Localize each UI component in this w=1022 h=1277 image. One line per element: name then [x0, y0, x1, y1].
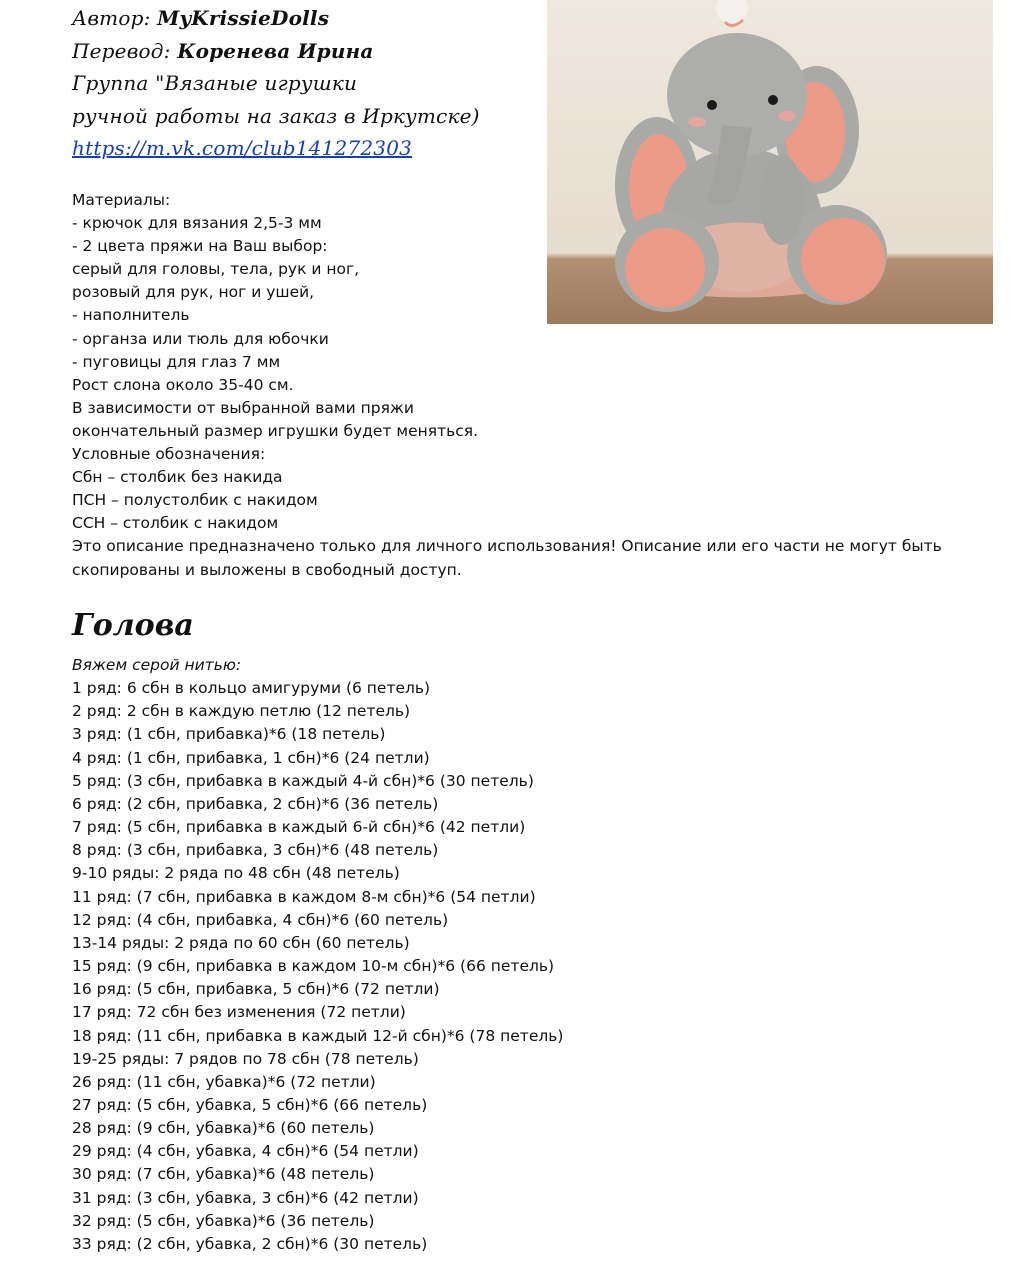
- pattern-row: 19-25 ряды: 7 рядов по 78 сбн (78 петель): [72, 1049, 419, 1068]
- author-label: Автор:: [72, 6, 151, 30]
- left-eye: [707, 100, 717, 110]
- materials-line: серый для головы, тела, рук и ног,: [72, 260, 360, 279]
- pattern-rows: [72, 654, 972, 1256]
- pattern-row: 7 ряд: (5 сбн, прибавка в каждый 6-й сбн)*6 (42 петли): [72, 818, 526, 837]
- translator-name: Коренева Ирина: [177, 38, 374, 63]
- pattern-row: 3 ряд: (1 сбн, прибавка)*6 (18 петель): [72, 725, 386, 744]
- pattern-row: 33 ряд: (2 сбн, убавка, 2 сбн)*6 (30 петель): [72, 1234, 428, 1253]
- vk-group-link[interactable]: https://m.vk.com/club141272303: [72, 136, 413, 160]
- pattern-row: 18 ряд: (11 сбн, прибавка в каждый 12-й сбн)*6 (78 петель): [72, 1026, 564, 1045]
- materials-line: ССН – столбик с накидом: [72, 514, 279, 533]
- pattern-row: 26 ряд: (11 сбн, убавка)*6 (72 петли): [72, 1072, 376, 1091]
- pattern-row: 6 ряд: (2 сбн, прибавка, 2 сбн)*6 (36 петель): [72, 794, 439, 813]
- pattern-row: 2 ряд: 2 сбн в каждую петлю (12 петель): [72, 702, 411, 721]
- author-line: [72, 2, 542, 35]
- section-intro: Вяжем серой нитью:: [72, 656, 242, 674]
- pattern-row: 16 ряд: (5 сбн, прибавка, 5 сбн)*6 (72 петли): [72, 980, 440, 999]
- pattern-row: 17 ряд: 72 сбн без изменения (72 петли): [72, 1003, 406, 1022]
- group-line-1: Группа "Вязаные игрушки: [72, 71, 358, 95]
- pattern-row: 9-10 ряды: 2 ряда по 48 сбн (48 петель): [72, 864, 400, 883]
- pattern-row: 29 ряд: (4 сбн, убавка, 4 сбн)*6 (54 петли): [72, 1142, 419, 1161]
- pattern-row: 31 ряд: (3 сбн, убавка, 3 сбн)*6 (42 петли): [72, 1188, 419, 1207]
- materials-line: В зависимости от выбранной вами пряжи: [72, 398, 414, 417]
- pattern-row: 32 ряд: (5 сбн, убавка)*6 (36 петель): [72, 1211, 375, 1230]
- pattern-row: 13-14 ряды: 2 ряда по 60 сбн (60 петель): [72, 933, 410, 952]
- materials-line: Сбн – столбик без накида: [72, 468, 283, 487]
- pattern-row: 12 ряд: (4 сбн, прибавка, 4 сбн)*6 (60 петель): [72, 910, 449, 929]
- group-line-2: ручной работы на заказ в Иркутске): [72, 103, 480, 128]
- right-eye: [768, 95, 778, 105]
- pattern-row: 15 ряд: (9 сбн, прибавка в каждом 10-м сбн)*6 (66 петель): [72, 957, 555, 976]
- credits-header: [72, 2, 542, 165]
- materials-line: - 2 цвета пряжи на Ваш выбор:: [72, 237, 328, 256]
- pattern-row: 11 ряд: (7 сбн, прибавка в каждом 8-м сбн)*6 (54 петли): [72, 887, 536, 906]
- materials-line: Условные обозначения:: [72, 445, 266, 464]
- materials-block: [72, 189, 972, 582]
- translator-line: [72, 35, 542, 68]
- vk-group-link-line: [72, 132, 542, 165]
- materials-line: - пуговицы для глаз 7 мм: [72, 352, 281, 371]
- pattern-row: 4 ряд: (1 сбн, прибавка, 1 сбн)*6 (24 петли): [72, 748, 430, 767]
- materials-line: Это описание предназначено только для личного использования! Описание или его части не могут быть: [72, 537, 942, 556]
- materials-line: - органза или тюль для юбочки: [72, 329, 329, 348]
- author-name: MyKrissieDolls: [157, 6, 330, 30]
- section-title: Голова: [72, 608, 194, 643]
- materials-line: ПСН – полустолбик с накидом: [72, 491, 318, 510]
- pattern-row: 28 ряд: (9 сбн, убавка)*6 (60 петель): [72, 1119, 375, 1138]
- materials-line: окончательный размер игрушки будет меняться.: [72, 421, 479, 440]
- materials-line: Рост слона около 35-40 см.: [72, 375, 294, 394]
- materials-line: скопированы и выложены в свободный доступ.: [72, 560, 462, 579]
- translation-label: Перевод:: [72, 38, 171, 63]
- pattern-row: 30 ряд: (7 сбн, убавка)*6 (48 петель): [72, 1165, 375, 1184]
- pattern-row: 8 ряд: (3 сбн, прибавка, 3 сбн)*6 (48 петель): [72, 841, 439, 860]
- left-blush: [688, 117, 706, 127]
- materials-line: розовый для рук, ног и ушей,: [72, 283, 315, 302]
- right-blush: [778, 111, 796, 121]
- pattern-row: 27 ряд: (5 сбн, убавка, 5 сбн)*6 (66 петель): [72, 1095, 428, 1114]
- materials-line: Материалы:: [72, 191, 171, 209]
- pattern-row: 5 ряд: (3 сбн, прибавка в каждый 4-й сбн)*6 (30 петель): [72, 771, 534, 790]
- materials-line: - наполнитель: [72, 306, 190, 325]
- materials-line: - крючок для вязания 2,5-3 мм: [72, 214, 322, 233]
- pattern-row: 1 ряд: 6 сбн в кольцо амигуруми (6 петель): [72, 679, 431, 698]
